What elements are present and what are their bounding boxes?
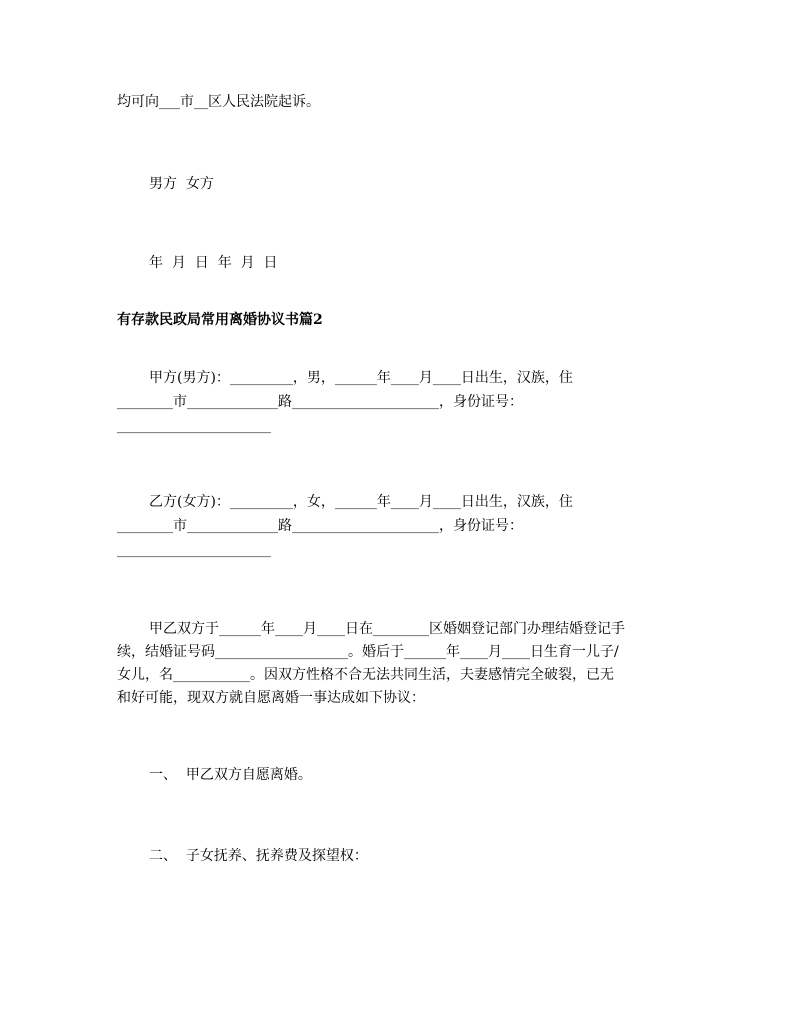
clause-1: 一、 甲乙双方自愿离婚。 [149, 767, 312, 783]
signature-dates: 年 月 日 年 月 日 [149, 255, 278, 271]
party-a-line-1: 甲方(男方)：_________，男，______年____月____日出生，汉族，住 [149, 370, 573, 386]
party-b-line-3: ______________________ [117, 542, 271, 558]
court-clause-line: 均可向___市__区人民法院起诉。 [117, 94, 320, 110]
party-a-line-2: ________市_____________路_____________________，身份证号： [117, 394, 523, 410]
clause-2: 二、 子女抚养、抚养费及探望权： [149, 848, 368, 864]
marriage-paragraph-line-4: 和好可能，现双方就自愿离婚一事达成如下协议： [117, 690, 425, 706]
party-a-line-3: ______________________ [117, 418, 271, 434]
party-b-line-2: ________市_____________路_____________________，身份证号： [117, 518, 523, 534]
section-heading: 有存款民政局常用离婚协议书篇2 [117, 312, 323, 328]
marriage-paragraph-line-2: 续，结婚证号码___________________。婚后于______年____月____日生育一儿子/ [117, 644, 619, 660]
party-b-line-1: 乙方(女方)：_________，女，______年____月____日出生，汉族，住 [149, 494, 573, 510]
signature-labels: 男方 女方 [149, 176, 214, 192]
marriage-paragraph-line-1: 甲乙双方于______年____月____日在________区婚姻登记部门办理结婚登记手 [149, 621, 625, 637]
marriage-paragraph-line-3: 女儿，名___________。因双方性格不合无法共同生活，夫妻感情完全破裂，已无 [117, 667, 614, 683]
